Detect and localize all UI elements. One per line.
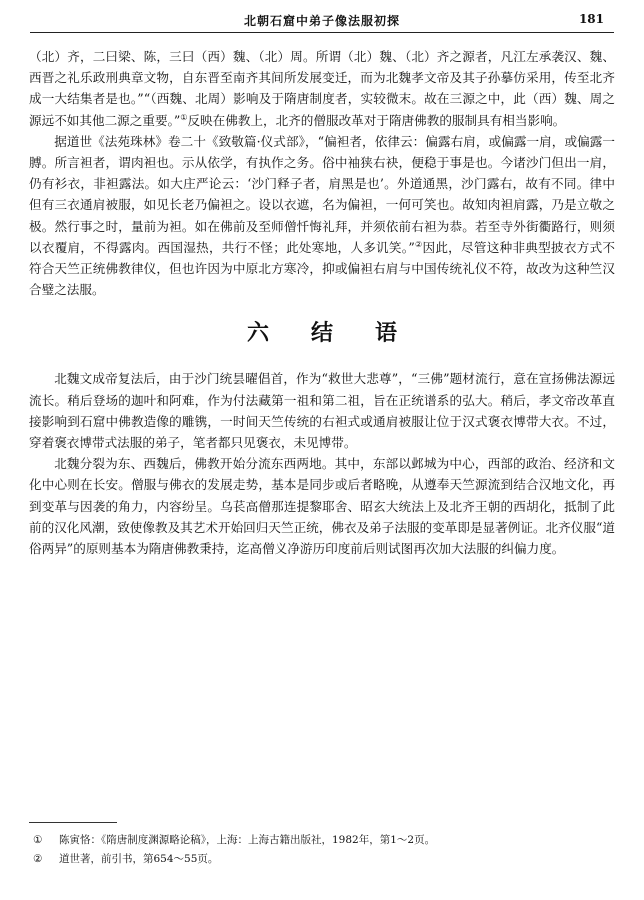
running-title: 北朝石窟中弟子像法服初探 <box>243 14 400 28</box>
footnote-marker: ① <box>33 834 43 846</box>
footnote-text: 道世著，前引书，第654～55页。 <box>59 853 219 865</box>
paragraph: 北魏文成帝复法后，由于沙门统昙曜倡首，作为“救世大悲尊”，“三佛”题材流行，意在宣扬佛法源远流长。稍后登场的迦叶和阿难，作为付法藏第一祖和第二祖，旨在正统谱系的弘大。稍后，孝文帝改革直接影响到石窟中佛教造像的雕镌，一时间天竺传统的右袒式或通肩被服让位于汉式褒衣博带大衣。不过，穿着褒衣博带式法服的弟子，笔者都只见褒衣，未见博带。 <box>29 371 615 451</box>
running-header <box>30 12 614 33</box>
footnote <box>29 831 615 850</box>
footnotes <box>29 822 615 869</box>
paragraph: （北）齐，二曰梁、陈，三曰（西）魏、（北）周。所谓（北）魏、（北）齐之源者，凡江左承袭汉、魏、西晋之礼乐政刑典章文物，自东晋至南齐其间所发展变迁，而为北魏孝文帝及其子孙摹仿采用，传至北齐成一大结集者是也。”“（西魏、北周）影响及于隋唐制度者，实较微末。故在三源之中，此（西）魏、周之源远不如其他二源之重要。”①反映在佛教上，北齐的僧服改革对于隋唐佛教的服制具有相当影响。 <box>29 49 615 128</box>
footnote <box>29 850 615 869</box>
footnote-divider <box>29 822 117 823</box>
section-heading: 六结语 <box>246 320 439 347</box>
footnote-ref[interactable]: ② <box>414 239 423 249</box>
article-body <box>29 46 615 559</box>
footnote-text: 陈寅恪：《隋唐制度渊源略论稿》，上海：上海古籍出版社，1982年，第1～2页。 <box>59 834 436 846</box>
paragraph: 北魏分裂为东、西魏后，佛教开始分流东西两地。其中，东部以邺城为中心，西部的政治、经济和文化中心则在长安。僧服与佛衣的发展走势，基本是同步或后者略晚，从遵奉天竺源流到结合汉地文化，再到变革与因袭的角力，内容纷呈。乌苌高僧那连提黎耶舍、昭玄大统法上及北齐王朝的西胡化，抵制了此前的汉化风潮，致使像教及其艺术开始回归天竺正统，佛衣及弟子法服的变革即是显著例证。北齐仪服“道俗两异”的原则基本为隋唐佛教秉持，迄高僧义净游历印度前后则试图再次加大法服的纠偏力度。 <box>29 456 615 557</box>
paragraph: 据道世《法苑珠林》卷二十《致敬篇·仪式部》，“偏袒者，依律云：偏露右肩，或偏露一肩，或偏露一膊。所言袒者，谓肉袒也。示从依学，有执作之务。俗中袖狭右袂，便稳于事是也。今诸沙门但出一肩，仍有衫衣，非袒露法。如大庄严论云：‘沙门释子者，肩黑是也’。外道通黑，沙门露右，故有不同。律中但有三衣通肩被服，如见长老乃偏袒之。设以衣遮，名为偏袒，一何可笑也。故知肉袒肩露，乃是立敬之极。然行事之时，量前为袒。如在佛前及至师僧忏悔礼拜，并须依前右袒为恭。若至寺外街衢路行，则须以衣覆肩，不得露肉。西国湿热，共行不怪；此处寒地，人多讥笑。”②因此，尽管这种非典型披衣方式不符合天竺正统佛教律仪，但也许因为中原北方寒冷，抑或偏袒右肩与中国传统礼仪不符，故改为这种竺汉合璧之法服。 <box>29 133 616 298</box>
page-number: 181 <box>578 12 604 26</box>
footnote-ref[interactable]: ① <box>180 112 188 122</box>
footnote-marker: ② <box>33 853 43 865</box>
